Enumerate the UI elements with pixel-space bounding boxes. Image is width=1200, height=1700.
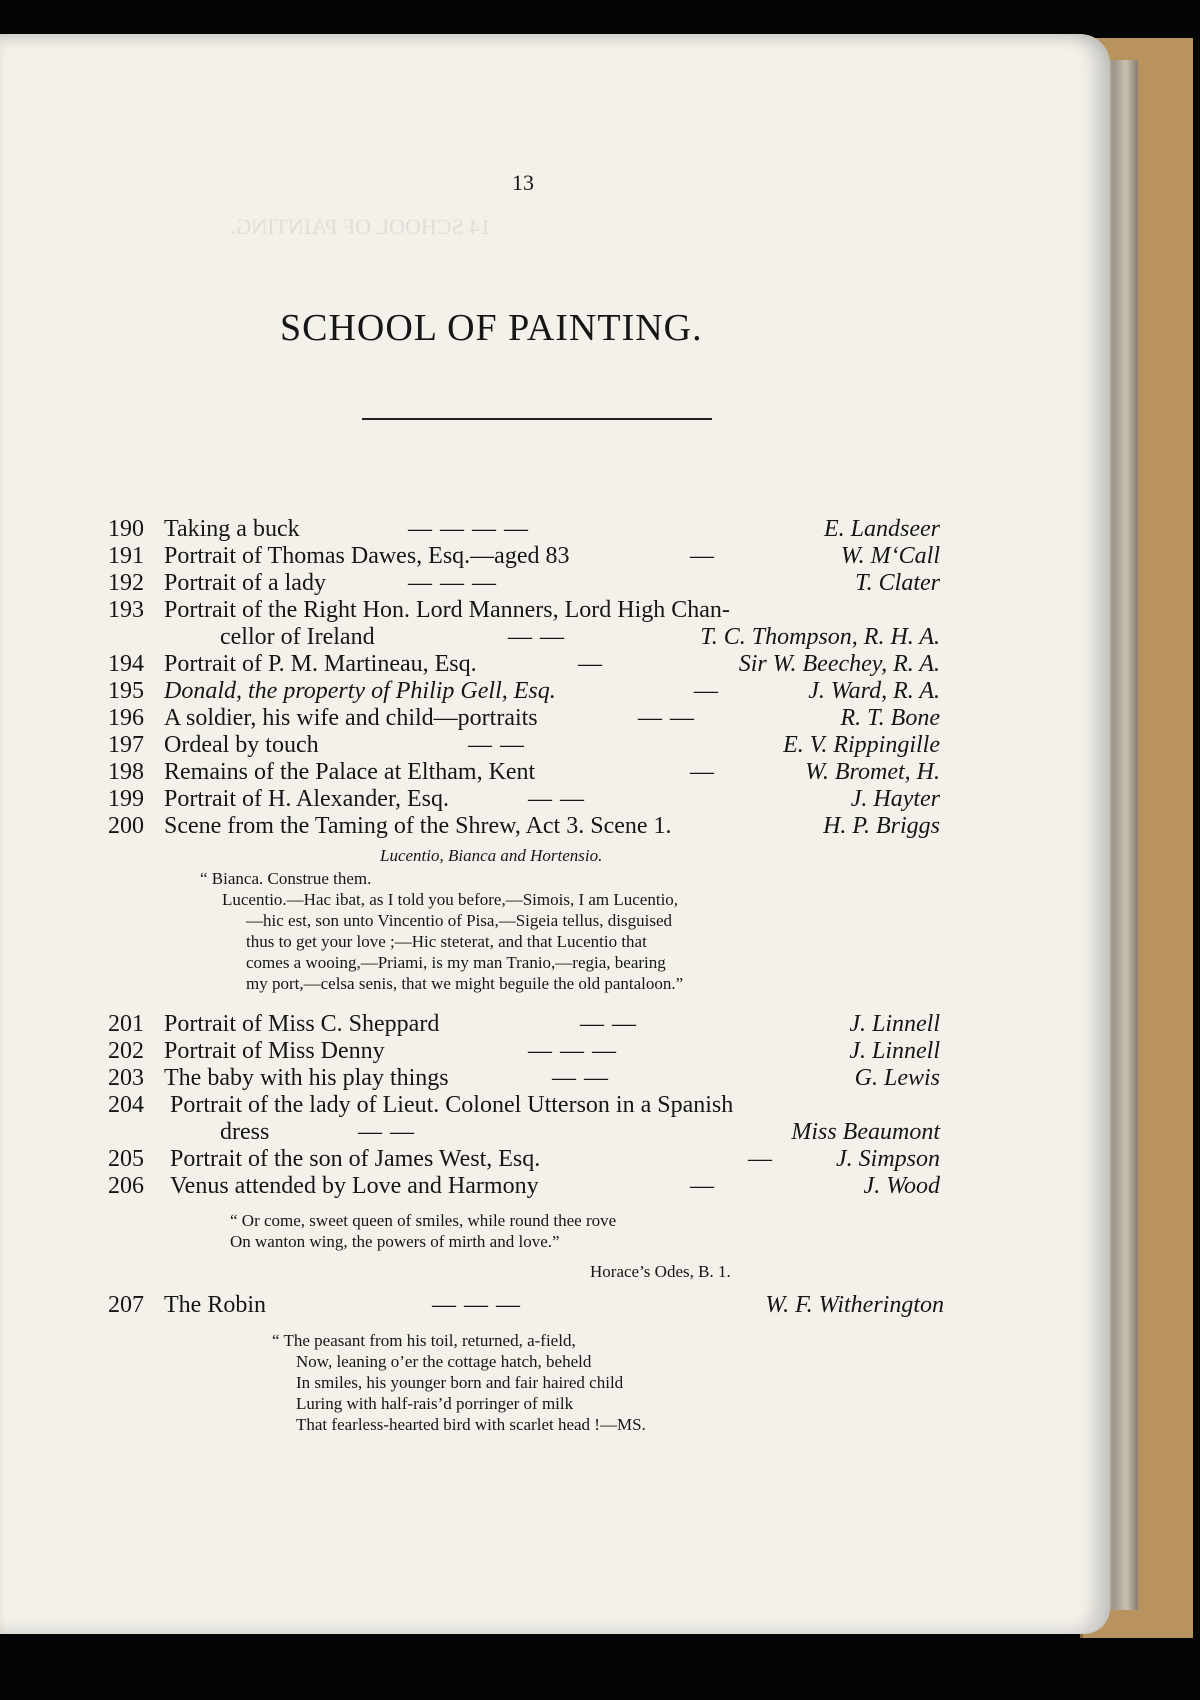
catalog-entry (108, 1173, 940, 1200)
quote-line: my port,—celsa senis, that we might beguile the old pantaloon.” (246, 974, 684, 993)
entry-number: 203 (108, 1065, 144, 1091)
entry-number: 207 (108, 1292, 144, 1318)
entry-dashes: — (690, 759, 715, 785)
entry-artist: T. Clater (855, 570, 940, 596)
catalog-entry (108, 678, 940, 705)
entry-number: 205 (108, 1146, 144, 1172)
entry-number: 197 (108, 732, 144, 758)
quote-line: Now, leaning o’er the cottage hatch, beheld (296, 1352, 592, 1371)
catalog-entry-continuation (108, 1119, 940, 1146)
quote-line: —hic est, son unto Vincentio of Pisa,—Sigeia tellus, disguised (246, 911, 672, 930)
entry-artist: J. Simpson (836, 1146, 940, 1172)
entry-dashes: — (748, 1146, 773, 1172)
entry-number: 201 (108, 1011, 144, 1037)
entry-dashes: — (694, 678, 719, 704)
catalog-entry (108, 651, 940, 678)
bleed-through-text: 14 SCHOOL OF PAINTING. (230, 214, 492, 239)
entry-description: Portrait of Miss Denny (164, 1038, 385, 1064)
entry-number: 202 (108, 1038, 144, 1064)
catalog-entry (108, 1146, 940, 1173)
entry-artist: Miss Beaumont (791, 1119, 940, 1145)
entry-artist: W. Bromet, H. (805, 759, 940, 785)
catalog-entry (108, 516, 940, 543)
entry-artist: G. Lewis (854, 1065, 940, 1091)
entry-dashes: — — (552, 1065, 609, 1091)
catalog-entry (108, 732, 940, 759)
entry-number: 204 (108, 1092, 144, 1118)
catalog-entry (108, 1292, 944, 1319)
entry-number: 200 (108, 813, 144, 839)
catalog-entry (108, 543, 940, 570)
entry-description: The baby with his play things (164, 1065, 449, 1091)
quote-source: Horace’s Odes, B. 1. (590, 1262, 731, 1281)
quote-line: thus to get your love ;—Hic steterat, and that Lucentio that (246, 932, 647, 951)
entry-dashes: — — (468, 732, 525, 758)
entry-artist: J. Hayter (850, 786, 940, 812)
entry-artist: R. T. Bone (840, 705, 940, 731)
entry-number: 199 (108, 786, 144, 812)
entry-number: 198 (108, 759, 144, 785)
quote-line: Lucentio.—Hac ibat, as I told you before,—Simois, I am Lucentio, (222, 890, 679, 909)
quote-line: That fearless-hearted bird with scarlet head !—MS. (296, 1415, 646, 1434)
catalog-entry (108, 1065, 940, 1092)
entry-artist: E. Landseer (824, 516, 940, 542)
catalog-entry (108, 813, 940, 840)
entry-artist: Sir W. Beechey, R. A. (738, 651, 940, 677)
entry-artist: J. Ward, R. A. (808, 678, 940, 704)
entry-description: Scene from the Taming of the Shrew, Act 3. Scene 1. (164, 813, 672, 839)
entry-number: 196 (108, 705, 144, 731)
entry-dashes: — (578, 651, 603, 677)
entry-artist: H. P. Briggs (823, 813, 940, 839)
quote-line: In smiles, his younger born and fair haired child (296, 1373, 624, 1392)
entry-number: 192 (108, 570, 144, 596)
entry-number: 193 (108, 597, 144, 623)
entry-dashes: — — — (528, 1038, 617, 1064)
entry-dashes: — (690, 543, 715, 569)
entry-description: dress (220, 1119, 270, 1145)
entry-description: Taking a buck (164, 516, 300, 542)
quote-line: On wanton wing, the powers of mirth and love.” (230, 1232, 560, 1251)
catalog-entry (108, 1038, 940, 1065)
entry-artist: E. V. Rippingille (783, 732, 940, 758)
quote-line: “ Bianca. Construe them. (200, 869, 372, 888)
catalog-entry (108, 1011, 940, 1038)
entry-dashes: — — — (408, 570, 497, 596)
entry-description: Remains of the Palace at Eltham, Kent (164, 759, 536, 785)
entry-description: Venus attended by Love and Harmony (170, 1173, 539, 1199)
catalog-entry (108, 759, 940, 786)
entry-description: Ordeal by touch (164, 732, 319, 758)
catalog-entry (108, 705, 940, 732)
entry-description: Portrait of Miss C. Sheppard (164, 1011, 440, 1037)
entry-dashes: — — (528, 786, 585, 812)
entry-description: Portrait of Thomas Dawes, Esq.—aged 83 (164, 543, 570, 569)
catalog-entry (108, 786, 940, 813)
entry-description: cellor of Ireland (220, 624, 375, 650)
catalog-entry (108, 1092, 940, 1119)
entry-description: Portrait of the son of James West, Esq. (170, 1146, 541, 1172)
entry-artist: J. Wood (863, 1173, 940, 1199)
catalog-entry-continuation (108, 624, 940, 651)
entry-number: 191 (108, 543, 144, 569)
entry-number: 206 (108, 1173, 144, 1199)
catalog-entry (108, 570, 940, 597)
entry-description: A soldier, his wife and child—portraits (164, 705, 538, 731)
quote-line: “ The peasant from his toil, returned, a-field, (272, 1331, 576, 1350)
entry-description: Donald, the property of Philip Gell, Esq. (164, 678, 556, 704)
catalog-entry (108, 597, 940, 624)
entry-description: Portrait of the lady of Lieut. Colonel Utterson in a Spanish (170, 1092, 734, 1118)
entry-artist: W. M‘Call (840, 543, 940, 569)
quote-line: comes a wooing,—Priami, is my man Tranio,—regia, bearing (246, 953, 666, 972)
entry-description: Portrait of the Right Hon. Lord Manners, Lord High Chan- (164, 597, 730, 623)
entry-number: 190 (108, 516, 144, 542)
entry-artist: J. Linnell (849, 1011, 940, 1037)
entry-artist: W. F. Witherington (765, 1292, 944, 1318)
entry-description: The Robin (164, 1292, 266, 1318)
entry-dashes: — — (638, 705, 695, 731)
entry-dashes: — — — (432, 1292, 521, 1318)
entry-artist: T. C. Thompson, R. H. A. (700, 624, 940, 650)
entry-dashes: — — — — (408, 516, 529, 542)
book-page (0, 34, 1110, 1634)
entry-dashes: — (690, 1173, 715, 1199)
entry-number: 195 (108, 678, 144, 704)
page-title: SCHOOL OF PAINTING. (280, 307, 703, 349)
entry-dashes: — — (580, 1011, 637, 1037)
entry-description: Portrait of a lady (164, 570, 326, 596)
entry-description: Portrait of H. Alexander, Esq. (164, 786, 449, 812)
title-rule (362, 418, 712, 420)
quote-line: “ Or come, sweet queen of smiles, while round thee rove (230, 1211, 617, 1230)
entry-description: Portrait of P. M. Martineau, Esq. (164, 651, 477, 677)
quote-line: Luring with half-rais’d porringer of milk (296, 1394, 574, 1413)
entry-dashes: — — (358, 1119, 415, 1145)
quote-caption: Lucentio, Bianca and Hortensio. (380, 846, 603, 865)
entry-dashes: — — (508, 624, 565, 650)
page-number: 13 (512, 170, 534, 195)
entry-artist: J. Linnell (849, 1038, 940, 1064)
entry-number: 194 (108, 651, 144, 677)
